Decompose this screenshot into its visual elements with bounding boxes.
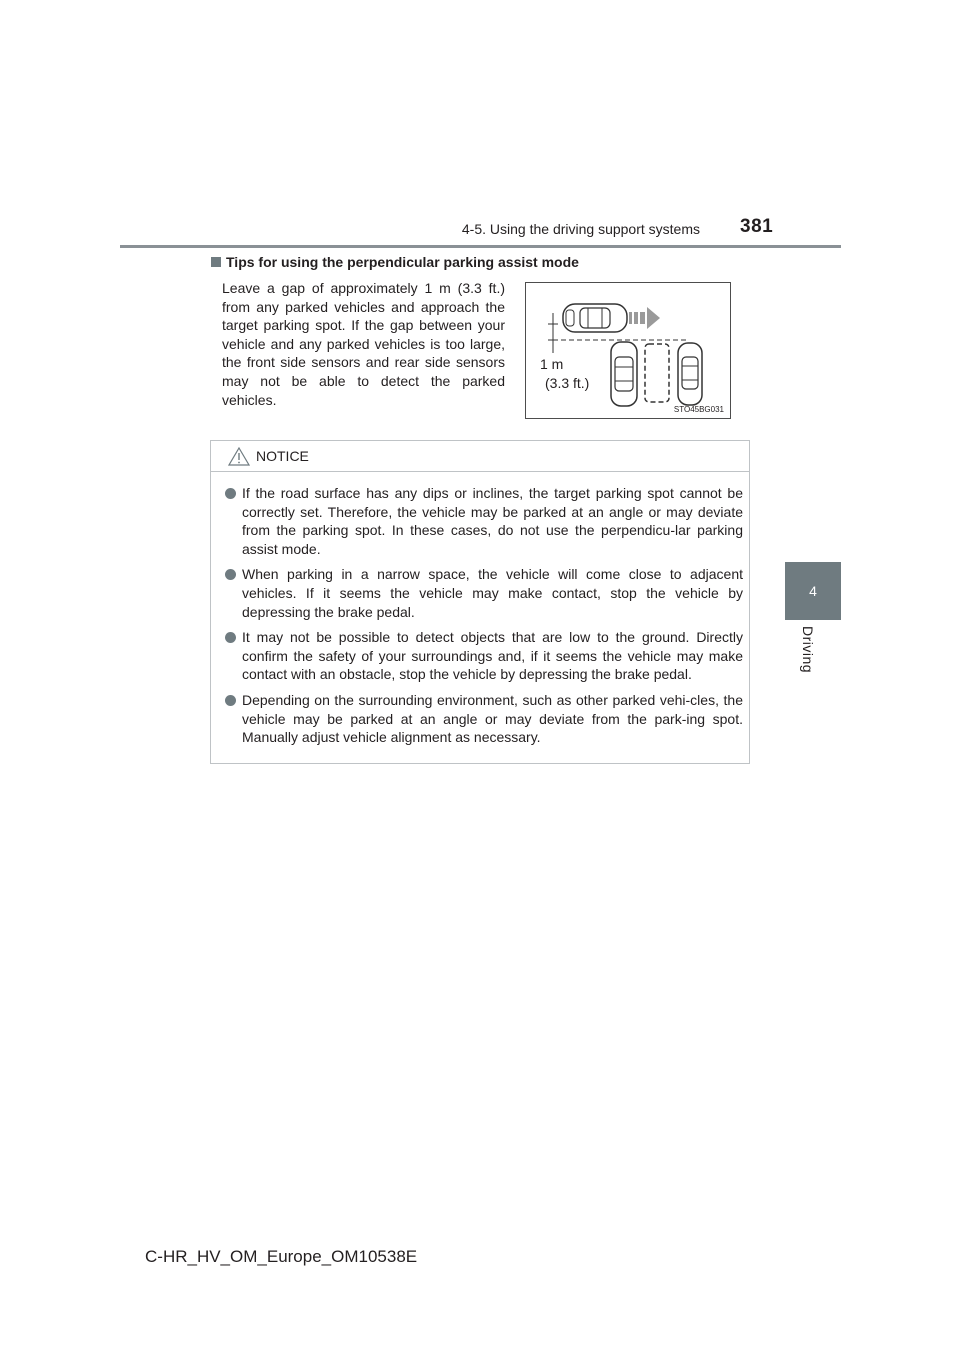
approaching-car-icon	[563, 304, 627, 332]
notice-item-text: If the road surface has any dips or inclines, the target parking spot cannot be correctly set. Therefore, the vehicle may be parked at an angle or may deviate from the parking spot. In these cases, do not use the perpendicu-lar parking assist mode.	[242, 485, 743, 557]
section-heading	[211, 254, 579, 270]
distance-label-metric: 1 m	[540, 356, 564, 372]
direction-arrow-icon	[629, 307, 660, 329]
bullet-icon	[225, 569, 236, 580]
warning-triangle-icon	[228, 447, 250, 466]
chapter-number: 4	[809, 583, 817, 599]
parked-car-right-icon	[678, 343, 702, 405]
notice-item-text: When parking in a narrow space, the vehicle will come close to adjacent vehicles. If it seems the vehicle may make contact, stop the vehicle by depressing the brake pedal.	[242, 566, 743, 620]
bullet-icon	[225, 695, 236, 706]
distance-label-imperial: (3.3 ft.)	[545, 375, 590, 391]
target-parking-spot	[645, 344, 669, 402]
page-number: 381	[740, 216, 774, 237]
chapter-tab[interactable]	[785, 562, 841, 620]
notice-list	[225, 484, 743, 754]
section-paragraph: Leave a gap of approximately 1 m (3.3 ft.) from any parked vehicles and approach the target parking spot. If the gap between your vehicle and any parked vehicles is too large, the front side sensors and rear side sensors may not be able to detect the parked vehicles.	[222, 280, 505, 408]
list-item	[225, 691, 743, 747]
bullet-icon	[225, 632, 236, 643]
notice-header	[211, 441, 749, 472]
parking-diagram-graphic	[526, 283, 732, 420]
list-item	[225, 628, 743, 684]
list-item	[225, 565, 743, 621]
figure-code: STO45BG031	[673, 405, 724, 414]
notice-box	[210, 440, 750, 764]
header-divider	[120, 245, 841, 248]
notice-item-text: It may not be possible to detect objects that are low to the ground. Directly confirm the safety of your surroundings and, if it seems the vehicle may make contact with an obstacle, stop the vehicle by depressing the brake pedal.	[242, 629, 743, 683]
chapter-label: Driving	[800, 626, 816, 674]
notice-label: NOTICE	[256, 448, 309, 464]
parked-car-left-icon	[611, 342, 637, 406]
section-heading-text: Tips for using the perpendicular parking assist mode	[226, 254, 579, 270]
bullet-icon	[225, 488, 236, 499]
parking-gap-illustration	[525, 282, 731, 419]
document-code-footer: C-HR_HV_OM_Europe_OM10538E	[145, 1247, 418, 1266]
list-item	[225, 484, 743, 558]
square-bullet-icon	[211, 257, 221, 267]
section-header-title: 4-5. Using the driving support systems	[461, 221, 700, 237]
notice-item-text: Depending on the surrounding environment, such as other parked vehi-cles, the vehicle may be parked at an angle or may deviate from the park-ing spot. Manually adjust vehicle alignment as necessary.	[242, 691, 743, 746]
